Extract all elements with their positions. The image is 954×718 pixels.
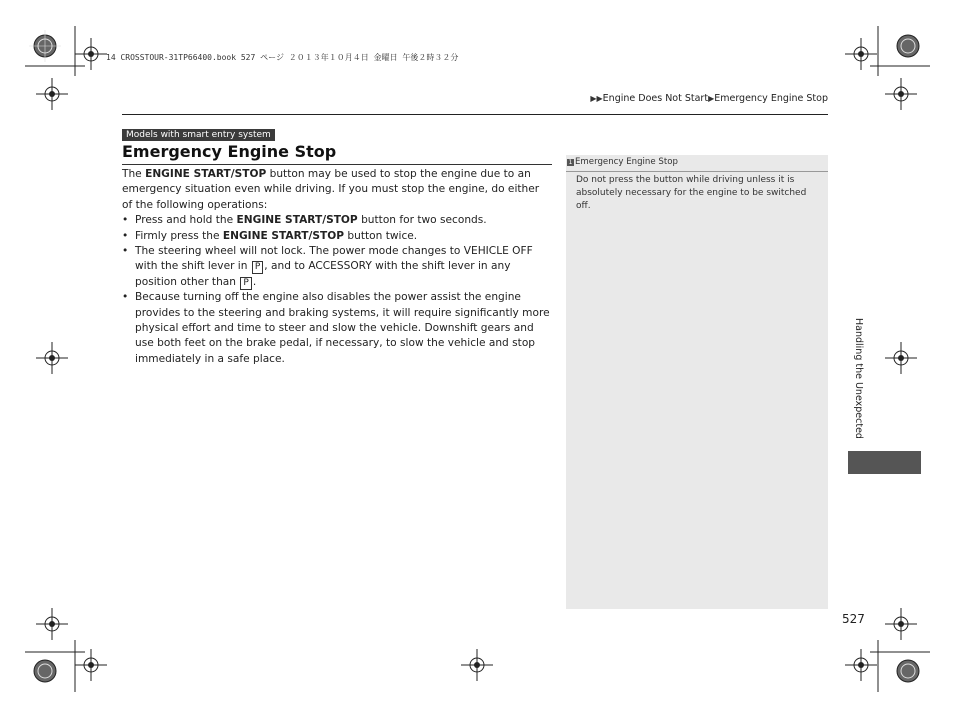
crop-target-icon	[461, 649, 493, 681]
chapter-tab[interactable]	[848, 451, 921, 474]
park-position-icon: P	[252, 261, 263, 274]
engine-button-name: ENGINE START/STOP	[145, 168, 267, 180]
reference-icon: 1	[568, 159, 573, 166]
crop-target-icon	[845, 38, 877, 70]
crop-mark-icon	[870, 26, 930, 76]
crop-target-icon	[75, 649, 107, 681]
breadcrumb-separator-icon: ▶	[708, 94, 715, 103]
model-tag: Models with smart entry system	[122, 129, 275, 141]
crop-target-icon	[885, 608, 917, 640]
crop-target-icon	[36, 78, 68, 110]
sidebar-heading-label: Emergency Engine Stop	[575, 157, 678, 167]
crop-target-icon	[36, 608, 68, 640]
park-position-icon: P	[240, 277, 251, 290]
chapter-label: Handling the Unexpected	[853, 318, 864, 439]
breadcrumb	[590, 93, 828, 104]
crop-target-icon	[885, 342, 917, 374]
breadcrumb-arrow-icon: ▶▶	[590, 94, 603, 103]
crop-mark-icon	[870, 640, 930, 692]
list-item: • The steering wheel will not lock. The power mode changes to VEHICLE OFF with the shift lever in P , and to ACCESSORY with the shift lever in any position other than P .	[122, 244, 552, 290]
print-header: 14 CROSSTOUR-31TP66400.book 527 ページ ２０１３年１０月４日 金曜日 午後２時３２分	[106, 53, 459, 62]
header-divider	[122, 114, 828, 115]
title-divider	[122, 164, 552, 165]
page-number: 527	[842, 612, 865, 626]
sidebar-text: Do not press the button while driving unless it is absolutely necessary for the engine to be switched off.	[576, 175, 807, 211]
intro-paragraph: The ENGINE START/STOP button may be used to stop the engine due to an emergency situation even while driving. If you must stop the engine, do either of the following operations:	[122, 168, 540, 211]
crop-target-icon	[36, 342, 68, 374]
breadcrumb-link-engine-does-not-start[interactable]: Engine Does Not Start	[602, 93, 709, 104]
breadcrumb-current: Emergency Engine Stop	[714, 93, 828, 104]
main-content	[122, 167, 552, 367]
list-item: • Because turning off the engine also disables the power assist the engine provides to the steering and braking systems, it will require significantly more physical effort and time to steer and slow the vehicle. Downshift gears and use both feet on the brake pedal, if necessary, to slow the vehicle and stop immediately in a safe place.	[122, 290, 552, 367]
page-title: Emergency Engine Stop	[122, 142, 337, 161]
list-item: • Press and hold the ENGINE START/STOP button for two seconds.	[122, 213, 552, 228]
list-item: • Firmly press the ENGINE START/STOP button twice.	[122, 229, 552, 244]
sidebar-note	[566, 155, 828, 609]
sidebar-heading	[566, 155, 828, 172]
crop-target-icon	[75, 38, 107, 70]
operations-list	[122, 213, 552, 367]
crop-target-icon	[885, 78, 917, 110]
